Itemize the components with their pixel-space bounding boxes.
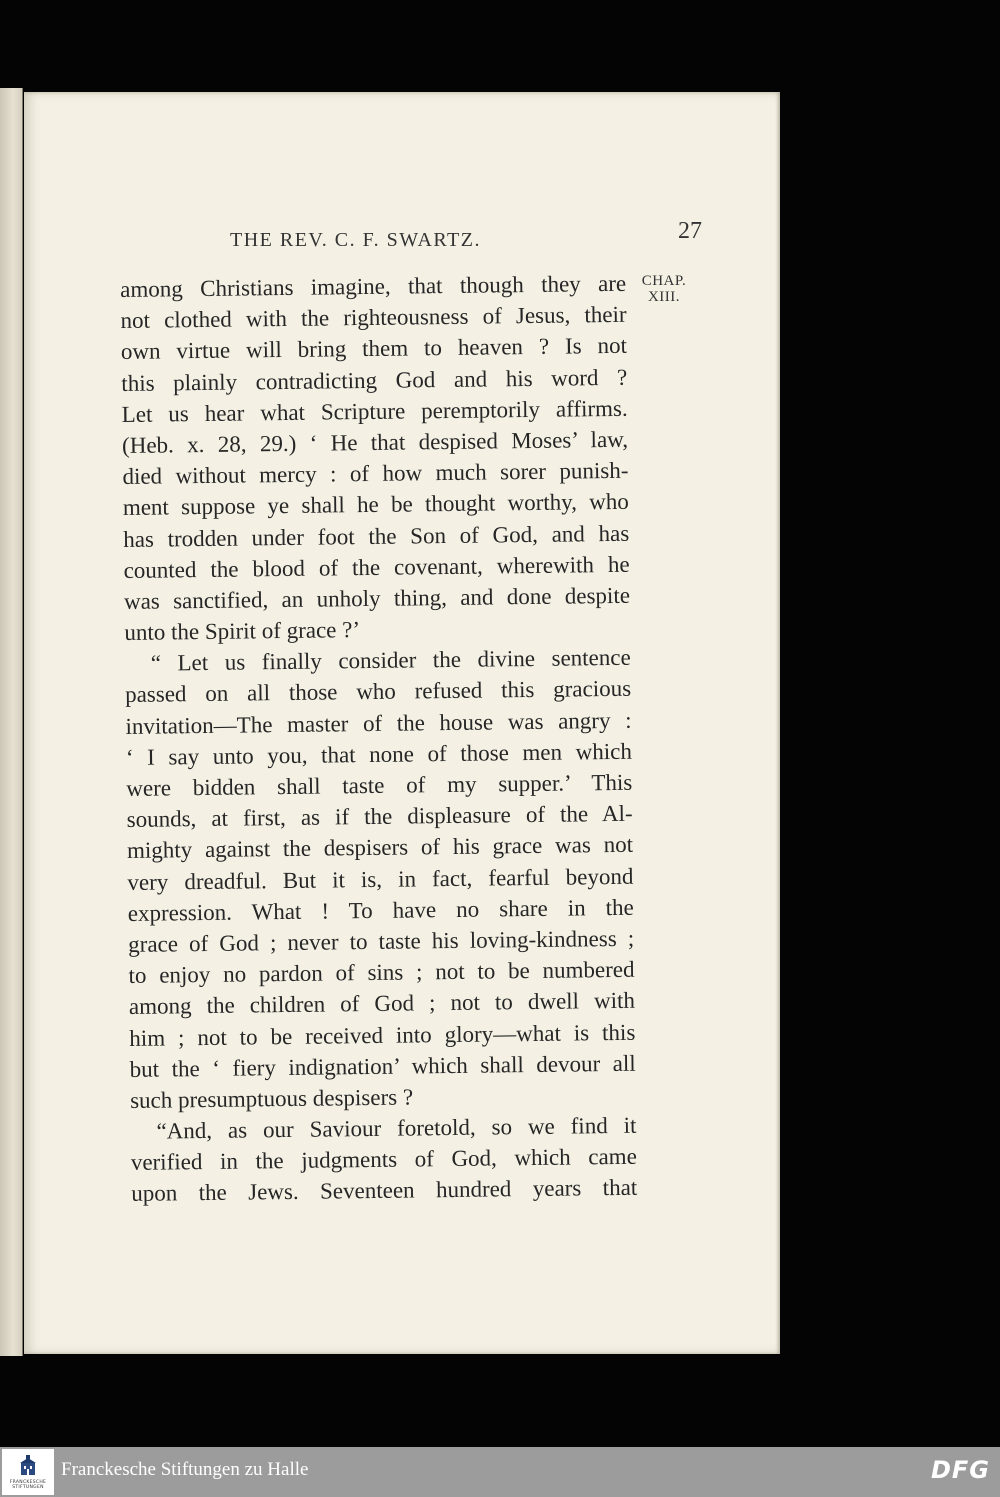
- building-icon: [18, 1453, 38, 1479]
- text-line: mighty against the despisers of his grace was not: [126, 832, 634, 864]
- body-text: [120, 268, 637, 1210]
- text-line: among the children of God ; not to dwell with: [128, 988, 636, 1020]
- text-line: very dreadful. But it is, in fact, fearful beyond: [127, 863, 634, 895]
- text-line: died without mercy : of how much sorer punish-: [122, 457, 629, 490]
- logo-text-line: FRANCKESCHE: [9, 1480, 47, 1485]
- text-line: Let us hear what Scripture peremptorily affirms.: [121, 395, 628, 427]
- logo-text-line: STIFTUNGEN: [12, 1485, 44, 1490]
- running-head: THE REV. C. F. SWARTZ.: [230, 229, 481, 251]
- text-line: own virtue will bring them to heaven ? Is not: [120, 333, 628, 365]
- text-line: invitation—The master of the house was angry :: [125, 707, 632, 739]
- text-line: this plainly contradicting God and his word ?: [121, 364, 628, 396]
- book-page: [24, 92, 780, 1354]
- logo-text: [2, 1480, 54, 1490]
- text-line: unto the Spirit of grace ?’: [124, 617, 361, 646]
- text-line: were bidden shall taste of my supper.’ This: [126, 769, 633, 801]
- margin-note-number: XIII.: [647, 289, 681, 305]
- text-line: not clothed with the righteousness of Jesus, their: [120, 302, 627, 334]
- institution-name[interactable]: Franckesche Stiftungen zu Halle: [61, 1459, 309, 1480]
- text-line: was sanctified, an unholy thing, and done despite: [123, 582, 631, 614]
- text-line: “And, as our Saviour foretold, so we find it: [156, 1112, 637, 1144]
- institution-logo[interactable]: [2, 1449, 54, 1495]
- text-line: verified in the judgments of God, which came: [130, 1144, 637, 1176]
- text-line: such presumptuous despisers ?: [129, 1084, 414, 1113]
- text-line: among Christians imagine, that though they are: [120, 270, 627, 302]
- facing-page-edge: [0, 88, 23, 1356]
- text-line: counted the blood of the covenant, wherewith he: [123, 551, 630, 583]
- dfg-logo[interactable]: DFG: [930, 1456, 990, 1484]
- margin-note-chapter: [634, 273, 694, 305]
- page-number: 27: [678, 218, 702, 244]
- text-line: him ; not to be received into glory—what is this: [129, 1019, 636, 1051]
- text-line: “ Let us finally consider the divine sentence: [150, 645, 631, 676]
- margin-note-label: CHAP.: [641, 273, 687, 289]
- text-line: upon the Jews. Seventeen hundred years that: [131, 1175, 638, 1207]
- text-line: to enjoy no pardon of sins ; not to be numbered: [128, 956, 635, 989]
- text-line: ment suppose ye shall he be thought worthy, who: [122, 489, 629, 521]
- text-line: grace of God ; never to taste his loving-kindness ;: [128, 925, 635, 957]
- footer-bar: [0, 1447, 1000, 1497]
- text-line: but the ‘ fiery indignation’ which shall devour all: [129, 1050, 636, 1082]
- text-line: expression. What ! To have no share in the: [127, 894, 634, 926]
- text-line: (Heb. x. 28, 29.) ‘ He that despised Moses’ law,: [121, 426, 629, 458]
- text-line: sounds, at first, as if the displeasure of the Al-: [126, 800, 633, 833]
- text-line: ‘ I say unto you, that none of those men which: [125, 738, 633, 770]
- text-line: has trodden under foot the Son of God, and has: [123, 520, 630, 552]
- text-line: passed on all those who refused this gracious: [124, 676, 632, 708]
